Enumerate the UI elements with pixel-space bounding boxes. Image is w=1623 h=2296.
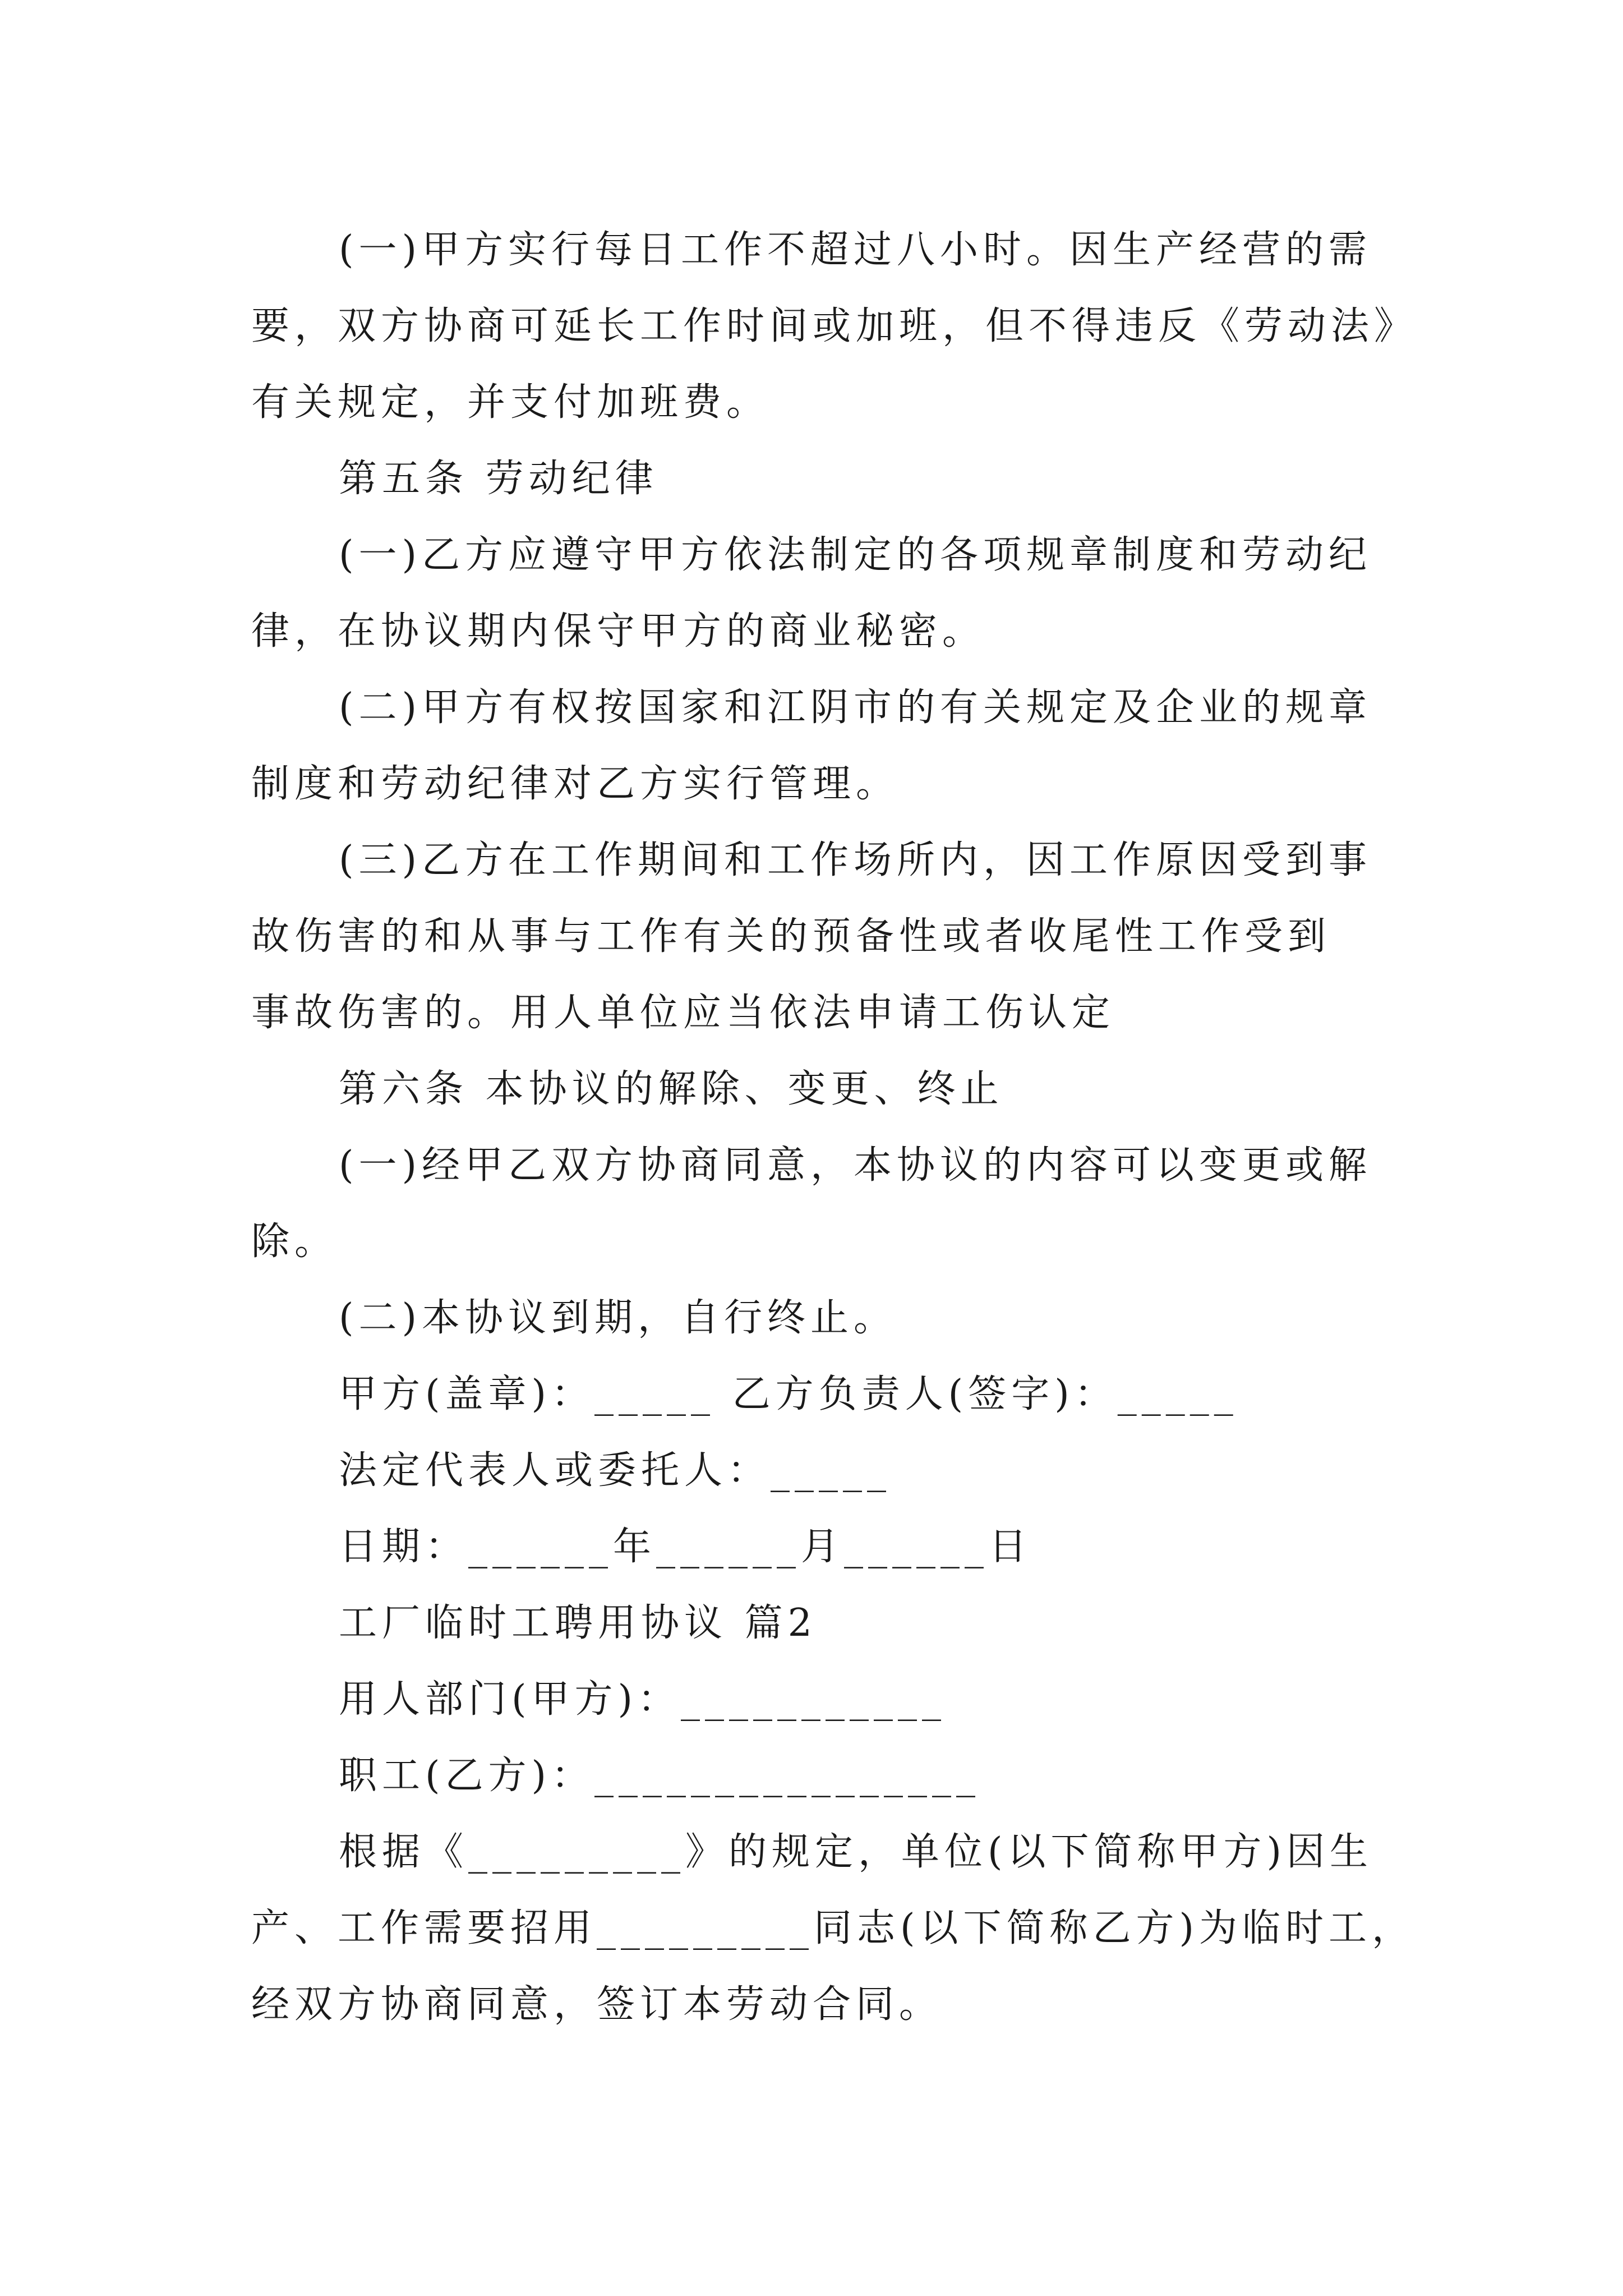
paragraph-line: 产、工作需要招用_________同志(以下简称乙方)为临时工， <box>251 1906 1415 1950</box>
paragraph-line: 故伤害的和从事与工作有关的预备性或者收尾性工作受到 <box>251 914 1331 959</box>
paragraph-line: 律，在协议期内保守甲方的商业秘密。 <box>251 609 986 654</box>
paragraph-line: 根据《_________》的规定，单位(以下简称甲方)因生 <box>339 1830 1373 1874</box>
signature-line: 甲方(盖章)：_____ 乙方负责人(签字)：_____ <box>339 1372 1238 1416</box>
paragraph-line: 要，双方协商可延长工作时间或加班，但不得违反《劳动法》 <box>251 304 1418 348</box>
paragraph-line: (二)甲方有权按国家和江阴市的有关规定及企业的规章 <box>339 685 1372 730</box>
paragraph-line: 除。 <box>251 1220 338 1264</box>
article-heading: 第六条 本协议的解除、变更、终止 <box>339 1067 1004 1111</box>
paragraph-line: 经双方协商同意，签订本劳动合同。 <box>251 1982 943 2027</box>
paragraph-line: (三)乙方在工作期间和工作场所内，因工作原因受到事 <box>339 838 1372 882</box>
paragraph-line: (一)甲方实行每日工作不超过八小时。因生产经营的需 <box>339 228 1372 272</box>
paragraph-line: (二)本协议到期，自行终止。 <box>339 1296 897 1340</box>
paragraph-line: 事故伤害的。用人单位应当依法申请工伤认定 <box>251 991 1115 1035</box>
paragraph-line: 有关规定，并支付加班费。 <box>251 380 770 425</box>
form-field-line: 用人部门(甲方)：___________ <box>339 1677 947 1722</box>
paragraph-line: 制度和劳动纪律对乙方实行管理。 <box>251 762 900 806</box>
paragraph-line: (一)经甲乙双方协商同意，本协议的内容可以变更或解 <box>339 1143 1372 1188</box>
section-title: 工厂临时工聘用协议 篇2 <box>339 1601 817 1645</box>
form-field-line: 职工(乙方)：________________ <box>339 1754 981 1798</box>
document-body <box>251 212 1418 2043</box>
signature-line: 法定代表人或委托人：_____ <box>339 1448 892 1493</box>
article-heading: 第五条 劳动纪律 <box>339 457 658 501</box>
date-line: 日期：______年______月______日 <box>339 1525 1032 1569</box>
paragraph-line: (一)乙方应遵守甲方依法制定的各项规章制度和劳动纪 <box>339 533 1372 577</box>
